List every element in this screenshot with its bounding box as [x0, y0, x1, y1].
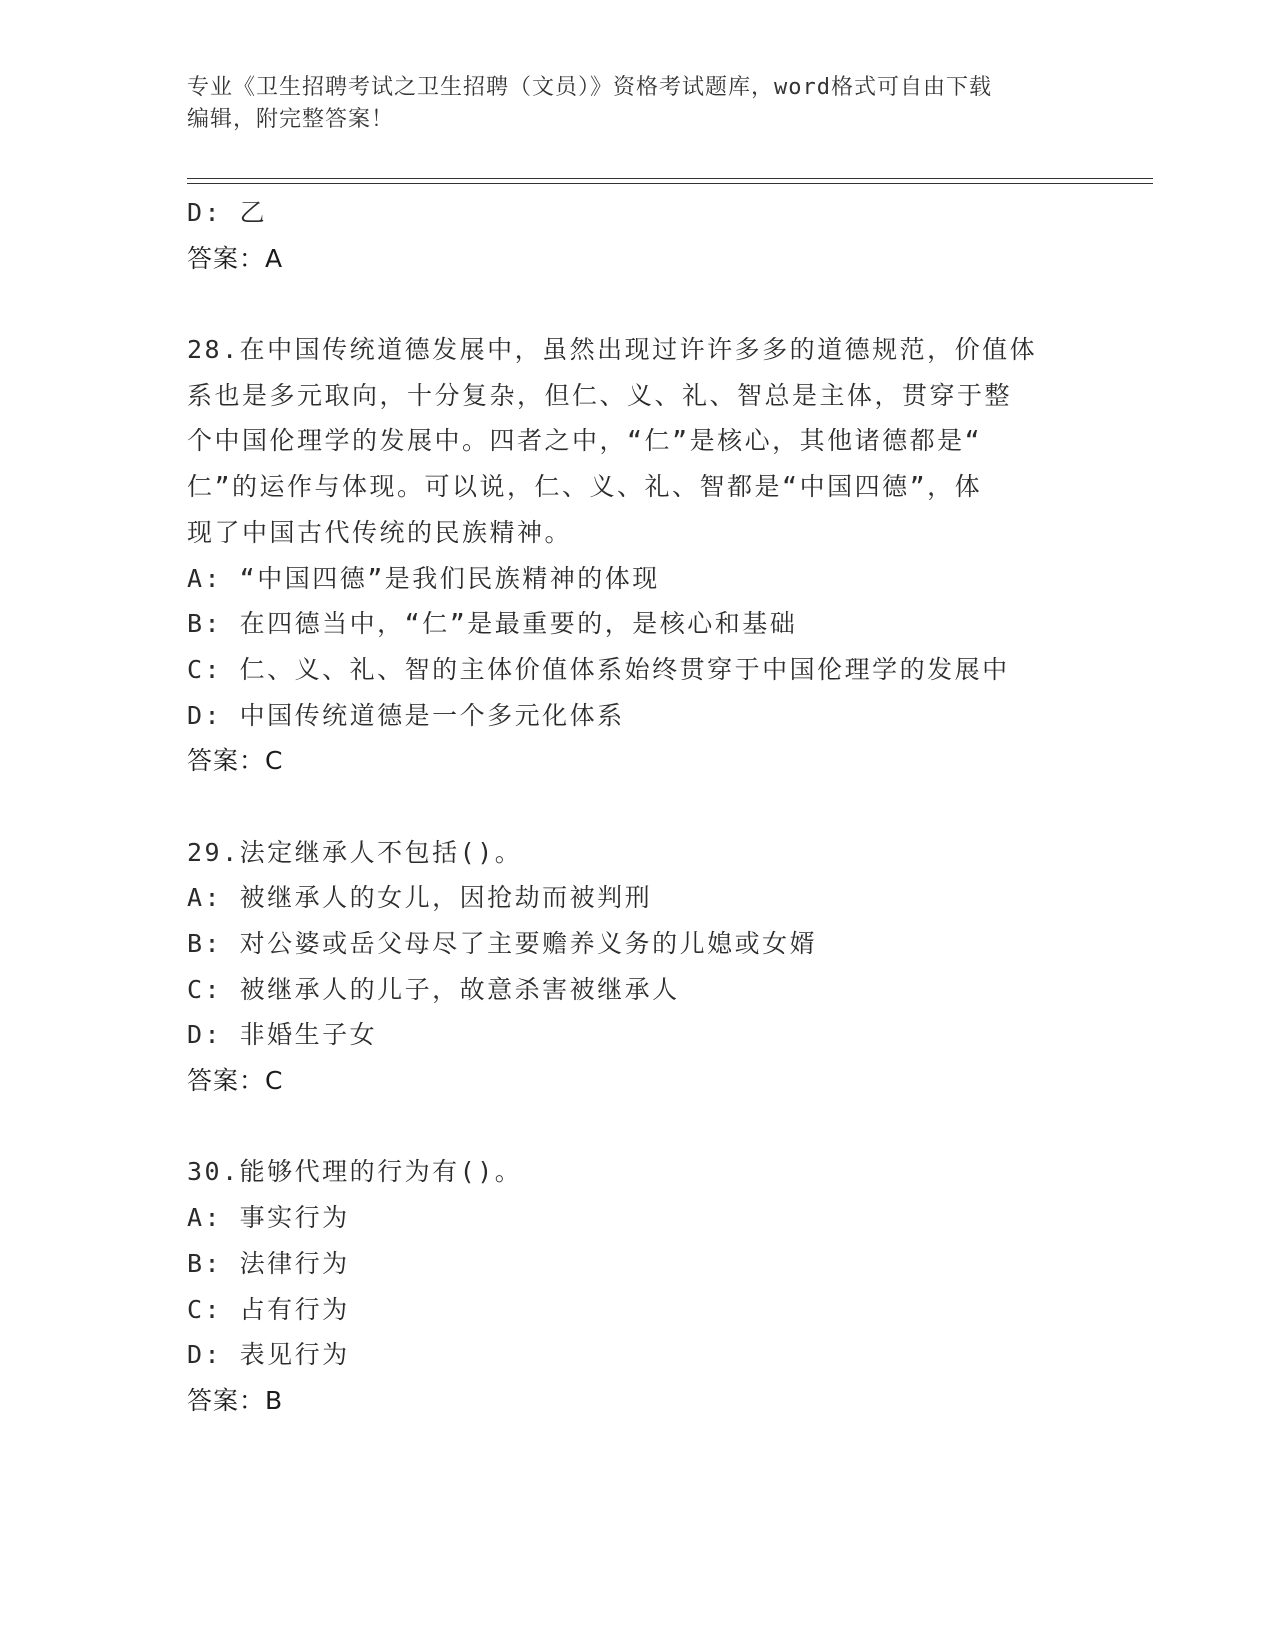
question-content [187, 190, 1087, 1424]
q27-option-d: D: 乙 [187, 198, 268, 227]
page-header [187, 72, 1087, 136]
q28-option-c: C: 仁、义、礼、智的主体价值体系始终贯穿于中国伦理学的发展中 [187, 654, 1010, 684]
q29-stem: 29.法定继承人不包括()。 [187, 837, 523, 867]
q30-stem: 30.能够代理的行为有()。 [187, 1157, 523, 1187]
header-divider [187, 178, 1153, 179]
q28-option-a: A: “中国四德”是我们民族精神的体现 [187, 563, 660, 593]
header-divider-thin [187, 183, 1153, 184]
header-line-2: 编辑，附完整答案！ [187, 107, 395, 132]
q29-option-a: A: 被继承人的女儿，因抢劫而被判刑 [187, 883, 653, 913]
question-30 [187, 1149, 1087, 1423]
q28-answer: 答案：C [187, 746, 284, 776]
header-line-1: 专业《卫生招聘考试之卫生招聘（文员）》资格考试题库，word格式可自由下载 [187, 75, 992, 100]
q30-option-b: B: 法律行为 [187, 1248, 350, 1278]
q28-stem-line-4: 仁”的运作与体现。可以说，仁、义、礼、智都是“中国四德”，体 [187, 472, 983, 502]
spacer [187, 281, 1087, 327]
q30-option-a: A: 事实行为 [187, 1203, 350, 1233]
q29-option-b: B: 对公婆或岳父母尽了主要赡养义务的儿媳或女婿 [187, 929, 818, 958]
q28-stem-line-1: 28.在中国传统道德发展中，虽然出现过许许多多的道德规范，价值体 [187, 335, 1038, 365]
question-28 [187, 327, 1087, 784]
q30-option-d: D: 表见行为 [187, 1340, 350, 1370]
question-29 [187, 830, 1087, 1104]
q28-stem-line-2: 系也是多元取向，十分复杂，但仁、义、礼、智总是主体，贯穿于整 [187, 380, 1013, 410]
q27-answer: 答案：A [187, 243, 284, 273]
q29-option-c: C: 被继承人的儿子，故意杀害被继承人 [187, 974, 680, 1004]
q28-stem-line-3: 个中国伦理学的发展中。四者之中，“仁”是核心，其他诸德都是“ [187, 426, 983, 456]
q28-option-b: B: 在四德当中，“仁”是最重要的，是核心和基础 [187, 609, 798, 639]
q30-option-c: C: 占有行为 [187, 1294, 350, 1324]
q30-answer: 答案：B [187, 1385, 284, 1415]
q28-stem-line-5: 现了中国古代传统的民族精神。 [187, 517, 573, 547]
spacer [187, 784, 1087, 830]
q29-option-d: D: 非婚生子女 [187, 1020, 378, 1050]
spacer [187, 1104, 1087, 1150]
q28-option-d: D: 中国传统道德是一个多元化体系 [187, 700, 625, 730]
q29-answer: 答案：C [187, 1066, 284, 1096]
